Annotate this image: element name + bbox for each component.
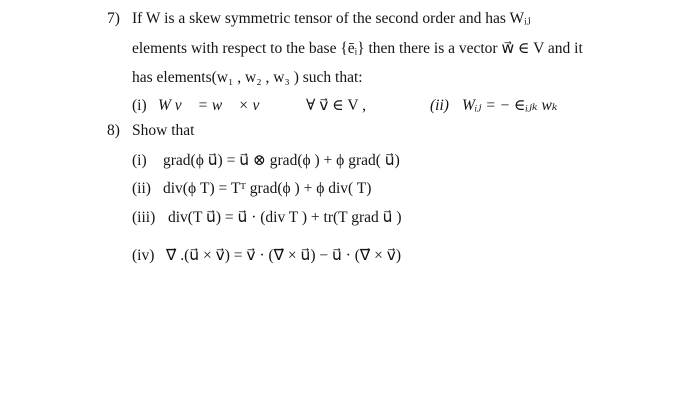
item-i-equation: grad(ϕ u⃗) = u⃗ ⊗ grad(ϕ ) + ϕ grad( u⃗) xyxy=(163,152,400,169)
item-iii-label: (iii) xyxy=(132,209,156,226)
part-ii-label: (ii) xyxy=(430,97,449,114)
item-i-label: (i) xyxy=(132,152,147,169)
item-iv-equation: ∇⃗ .(u⃗ × v⃗) = v⃗ · (∇⃗ × u⃗) − u⃗ · (∇⃗ × v⃗) xyxy=(166,247,402,264)
problem-7-line-3: has elements(w₁ , w₂ , w₃ ) such that: xyxy=(132,69,363,86)
part-i-equation: W v⃗ = w⃗ × v⃗ xyxy=(158,97,272,114)
problem-8-number: 8) xyxy=(107,122,120,139)
item-ii-equation: div(ϕ T) = Tᵀ grad(ϕ ) + ϕ div( T) xyxy=(163,180,372,197)
item-iii-equation: div(T u⃗) = u⃗ · (div T ) + tr(T grad u⃗ ) xyxy=(168,209,402,226)
part-ii-equation: Wᵢⱼ = − ∈ᵢⱼₖ wₖ xyxy=(462,97,558,114)
item-iv-label: (iv) xyxy=(132,247,155,264)
item-ii-label: (ii) xyxy=(132,180,151,197)
problem-7-line-2: elements with respect to the base {ēᵢ} then there is a vector w⃗ ∈ V and it xyxy=(132,40,583,57)
problem-7-number: 7) xyxy=(107,10,120,27)
part-i-quantifier: ∀ v⃗ ∈ V , xyxy=(306,97,367,114)
problem-8-heading: Show that xyxy=(132,122,195,139)
part-i-label: (i) xyxy=(132,97,147,114)
problem-7-line-1: If W is a skew symmetric tensor of the second order and has Wᵢⱼ xyxy=(132,10,531,27)
